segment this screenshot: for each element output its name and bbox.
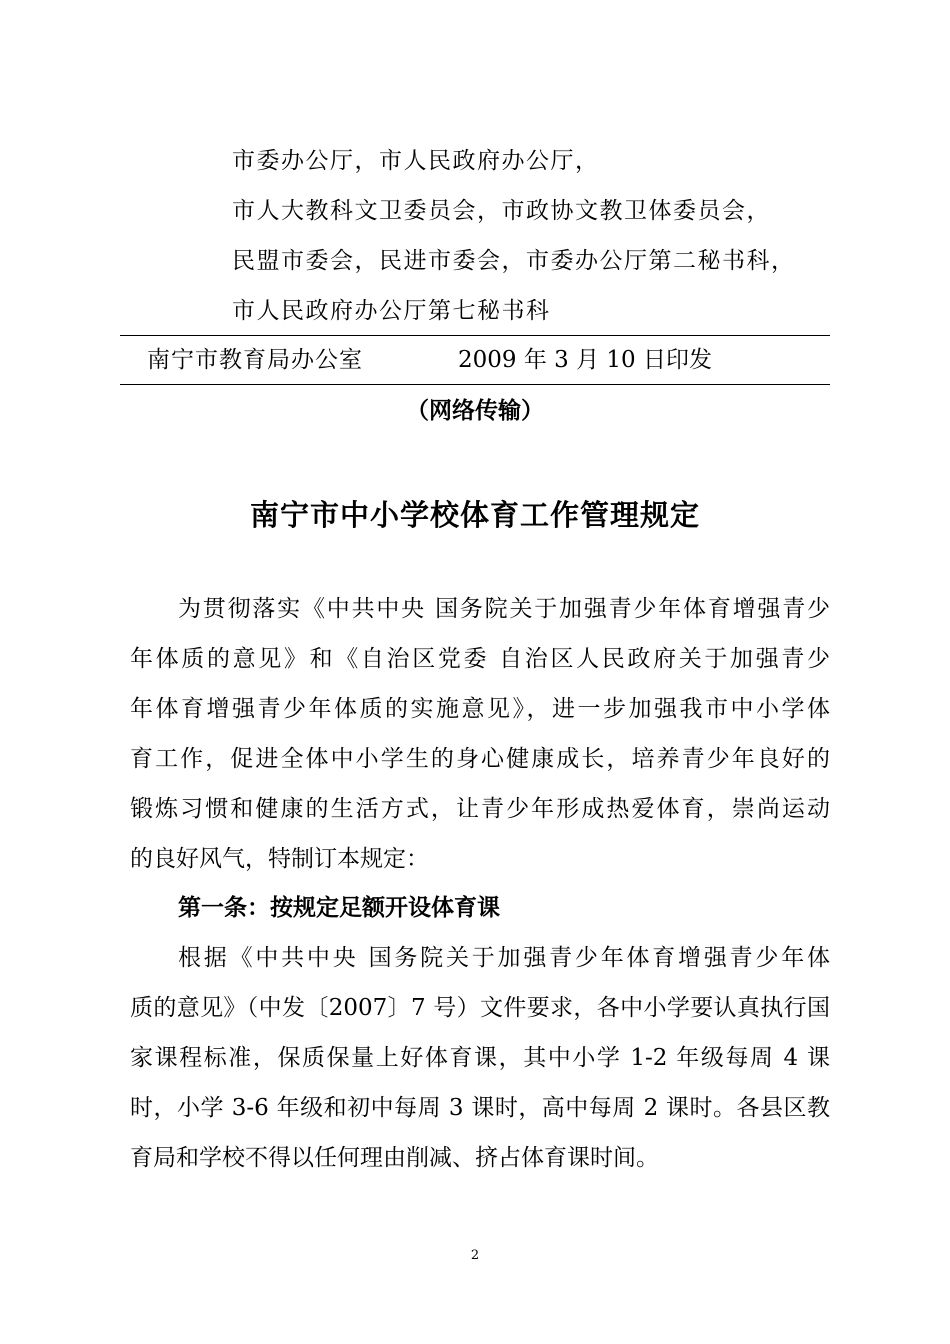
cc-line-1: 市委办公厅，市人民政府办公厅， — [232, 148, 600, 174]
document-title: 南宁市中小学校体育工作管理规定 — [249, 498, 700, 532]
imprint-issuer: 南宁市教育局办公室 — [147, 347, 363, 373]
article-1-line-1: 根据《中共中央 国务院关于加强青少年体育增强青少年体 — [178, 945, 830, 971]
cc-line-2: 市人大教科文卫委员会，市政协文教卫体委员会， — [232, 198, 771, 224]
preface-line-5: 锻炼习惯和健康的生活方式，让青少年形成热爱体育，崇尚运动 — [130, 796, 830, 822]
preface-line-1: 为贯彻落实《中共中央 国务院关于加强青少年体育增强青少 — [178, 596, 830, 622]
article-1-line-2: 质的意见》（中发〔2007〕7 号）文件要求，各中小学要认真执行国 — [130, 995, 830, 1021]
article-1-line-3: 家课程标准，保质保量上好体育课，其中小学 1-2 年级每周 4 课 — [130, 1045, 830, 1071]
imprint-top-rule — [120, 335, 830, 336]
preface-line-6: 的良好风气，特制订本规定： — [130, 846, 429, 872]
article-1-line-4: 时，小学 3-6 年级和初中每周 3 课时，高中每周 2 课时。各县区教 — [130, 1095, 830, 1121]
cc-line-4: 市人民政府办公厅第七秘书科 — [232, 298, 551, 324]
imprint-bottom-rule — [120, 384, 830, 385]
cc-line-3: 民盟市委会，民进市委会，市委办公厅第二秘书科， — [232, 248, 796, 274]
article-1-heading: 第一条：按规定足额开设体育课 — [178, 895, 500, 921]
transmission-note: （网络传输） — [406, 398, 544, 424]
preface-line-4: 育工作，促进全体中小学生的身心健康成长，培养青少年良好的 — [130, 746, 830, 772]
imprint-date: 2009 年 3 月 10 日印发 — [458, 347, 712, 373]
page-number: 2 — [470, 1248, 480, 1263]
preface-line-2: 年体质的意见》和《自治区党委 自治区人民政府关于加强青少 — [130, 646, 830, 672]
article-1-line-5: 育局和学校不得以任何理由削减、挤占体育课时间。 — [130, 1145, 659, 1171]
preface-line-3: 年体育增强青少年体质的实施意见》，进一步加强我市中小学体 — [130, 696, 830, 722]
